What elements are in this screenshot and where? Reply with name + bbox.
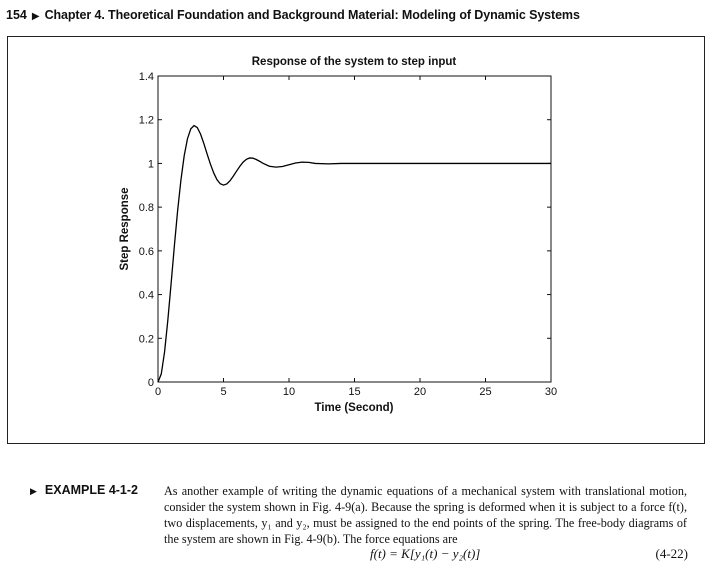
arrow-icon: ▶ xyxy=(31,11,40,22)
x-tick-label: 10 xyxy=(282,386,296,398)
figure-frame xyxy=(7,36,705,444)
equation-number: (4-22) xyxy=(655,546,688,561)
example-marker-icon: ▶ xyxy=(30,486,37,496)
x-tick-label: 20 xyxy=(413,386,427,398)
x-axis-label: Time (Second) xyxy=(314,402,394,414)
y-tick-label: 0.4 xyxy=(138,289,154,302)
y-tick-label: 1.2 xyxy=(138,114,154,127)
y-tick-label: 1 xyxy=(147,158,154,171)
example-label xyxy=(30,483,138,497)
page-number: 154 xyxy=(6,8,27,22)
y-tick-label: 1.4 xyxy=(138,71,154,83)
step-response-chart xyxy=(8,37,706,445)
x-tick-label: 25 xyxy=(479,386,492,398)
example-number: EXAMPLE 4-1-2 xyxy=(44,483,139,497)
running-head xyxy=(6,8,580,22)
chart-title: Response of the system to step input xyxy=(251,56,457,68)
plot-area xyxy=(158,76,551,382)
chapter-title: Chapter 4. Theoretical Foundation and Background Material: Modeling of Dynamic Systems xyxy=(44,8,580,22)
x-tick-label: 30 xyxy=(544,386,558,398)
x-tick-label: 0 xyxy=(154,386,162,398)
y-axis-label: Step Response xyxy=(119,187,131,271)
equation: f(t) = K[y₁(t) − y₂(t)] xyxy=(370,546,481,561)
y-tick-label: 0.6 xyxy=(138,245,154,258)
y-tick-label: 0.2 xyxy=(138,333,154,346)
x-tick-label: 5 xyxy=(220,386,227,398)
y-tick-label: 0.8 xyxy=(138,202,154,215)
x-tick-label: 15 xyxy=(348,386,361,398)
series-line xyxy=(158,126,551,382)
example-paragraph: As another example of writing the dynamic equations of a mechanical system with translational motion, consider the system shown in Fig. 4-9(a). Because the spring is deformed when it is subject to a force f(t), two displacements, y₁ and y₂, must be assigned to the end points of the spring. The free-body diagrams of the system are shown in Fig. 4-9(b). The force equations are xyxy=(164,484,687,546)
x-axis xyxy=(155,76,557,398)
y-tick-label: 0 xyxy=(147,377,154,389)
y-axis xyxy=(139,71,551,389)
